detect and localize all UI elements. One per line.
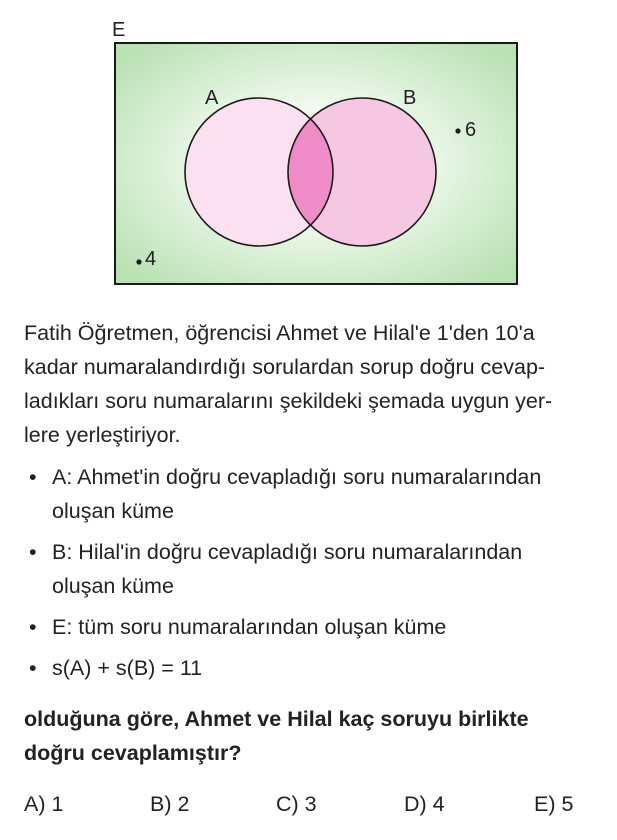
prompt-line: doğru cevaplamıştır? — [24, 741, 242, 765]
venn-svg — [0, 0, 617, 300]
definition-item-b — [24, 535, 604, 603]
choice-e[interactable]: E) 5 — [534, 792, 574, 816]
answer-choices — [24, 787, 584, 821]
definition-line: oluşan küme — [52, 574, 174, 598]
question-text — [24, 316, 604, 452]
definition-line: B: Hilal'in doğru cevapladığı soru numaralarından — [52, 540, 523, 564]
question-line: kadar numaralandırdığı sorulardan sorup doğru cevap- — [24, 355, 546, 379]
bullet-marker: • — [29, 656, 37, 680]
definition-line: A: Ahmet'in doğru cevapladığı soru numaralarından — [52, 465, 542, 489]
universe-label: E — [112, 19, 126, 41]
element-label-6: 6 — [465, 119, 477, 141]
venn-diagram — [0, 0, 617, 300]
set-a-label: A — [205, 87, 219, 109]
choice-b[interactable]: B) 2 — [150, 792, 190, 816]
question-prompt — [24, 702, 604, 770]
element-label-4: 4 — [145, 248, 157, 270]
definition-item-a — [24, 460, 604, 528]
question-line: ladıkları soru numaralarını şekildeki şemada uygun yer- — [24, 389, 553, 413]
choice-c[interactable]: C) 3 — [276, 792, 317, 816]
bullet-marker: • — [29, 615, 37, 639]
element-dot-6 — [455, 128, 460, 133]
question-line: lere yerleştiriyor. — [24, 423, 181, 447]
definition-list — [24, 460, 604, 692]
choice-a[interactable]: A) 1 — [24, 792, 64, 816]
definition-line: s(A) + s(B) = 11 — [52, 656, 203, 680]
definition-line: oluşan küme — [52, 499, 174, 523]
question-line: Fatih Öğretmen, öğrencisi Ahmet ve Hilal'e 1'den 10'a — [24, 321, 535, 345]
element-dot-4 — [136, 259, 141, 264]
set-b-label: B — [403, 87, 417, 109]
definition-item-e — [24, 610, 604, 644]
definition-item-sum — [24, 651, 604, 685]
bullet-marker: • — [29, 540, 37, 564]
definition-line: E: tüm soru numaralarından oluşan küme — [52, 615, 447, 639]
choice-d[interactable]: D) 4 — [404, 792, 445, 816]
bullet-marker: • — [29, 465, 37, 489]
prompt-line: olduğuna göre, Ahmet ve Hilal kaç soruyu birlikte — [24, 707, 529, 731]
